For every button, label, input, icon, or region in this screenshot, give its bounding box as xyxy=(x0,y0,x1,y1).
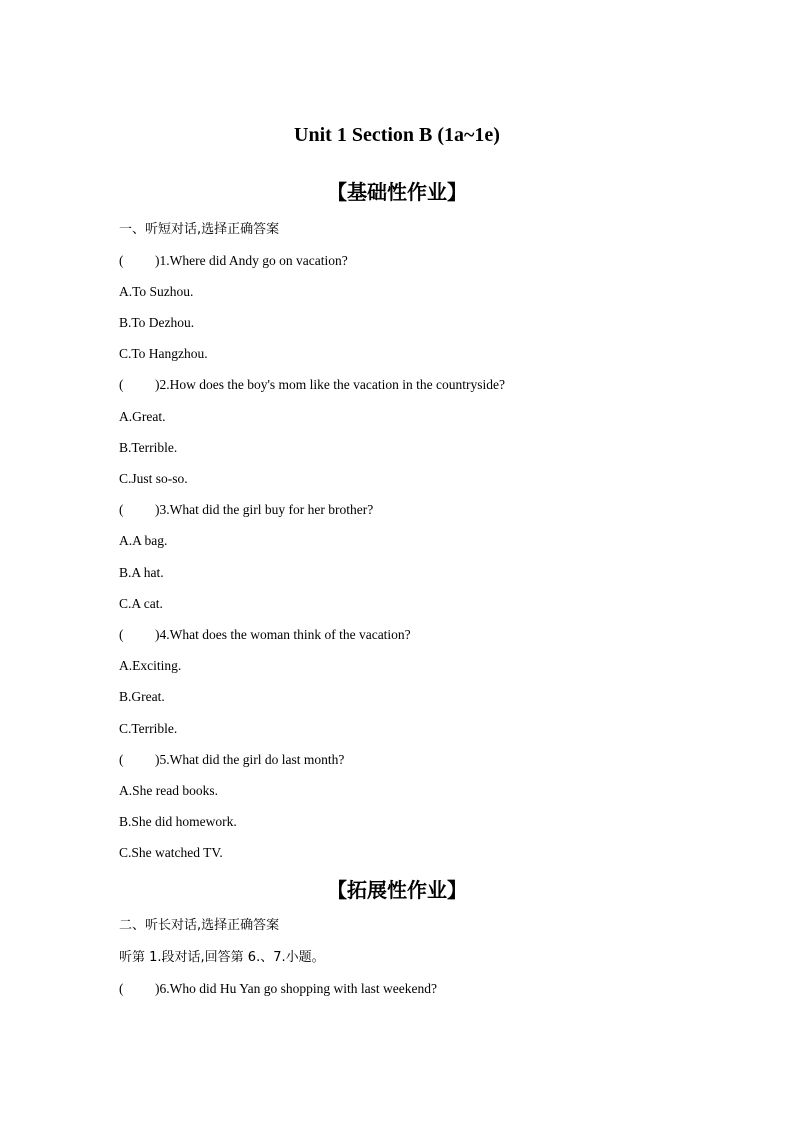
question-4-option-a: A.Exciting. xyxy=(119,658,182,673)
question-4-stem: ( )4.What does the woman think of the vacation? xyxy=(119,627,411,642)
answer-blank: ( xyxy=(119,627,124,642)
question-5-option-a: A.She read books. xyxy=(119,783,218,798)
question-1-option-a: A.To Suzhou. xyxy=(119,284,194,299)
answer-blank: ( xyxy=(119,981,124,996)
part-title-short-dialogues: 一、听短对话,选择正确答案 xyxy=(119,222,280,237)
answer-blank: ( xyxy=(119,377,124,392)
answer-blank: ( xyxy=(119,752,124,767)
part-title-long-dialogues: 二、听长对话,选择正确答案 xyxy=(119,918,280,933)
answer-blank: ( xyxy=(119,502,124,517)
question-5-option-c: C.She watched TV. xyxy=(119,845,223,860)
question-2-option-b: B.Terrible. xyxy=(119,440,178,455)
question-2-stem: ( )2.How does the boy's mom like the vacation in the countryside? xyxy=(119,377,505,392)
question-1-option-b: B.To Dezhou. xyxy=(119,315,195,330)
question-5-option-b: B.She did homework. xyxy=(119,814,237,829)
question-2-option-c: C.Just so-so. xyxy=(119,471,188,486)
question-5-stem: ( )5.What did the girl do last month? xyxy=(119,752,345,767)
question-4-option-c: C.Terrible. xyxy=(119,721,178,736)
question-3-option-c: C.A cat. xyxy=(119,596,163,611)
question-3-option-b: B.A hat. xyxy=(119,565,164,580)
dialogue-instruction: 听第 1.段对话,回答第 6.、7.小题。 xyxy=(119,950,325,965)
question-4-option-b: B.Great. xyxy=(119,689,165,704)
answer-blank: ( xyxy=(119,253,124,268)
question-3-option-a: A.A bag. xyxy=(119,533,168,548)
question-1-option-c: C.To Hangzhou. xyxy=(119,346,208,361)
question-6-stem: ( )6.Who did Hu Yan go shopping with last weekend? xyxy=(119,981,437,996)
section-heading-extended: 【拓展性作业】 xyxy=(327,878,467,902)
question-2-option-a: A.Great. xyxy=(119,409,166,424)
question-3-stem: ( )3.What did the girl buy for her brother? xyxy=(119,502,374,517)
question-1-stem: ( )1.Where did Andy go on vacation? xyxy=(119,253,348,268)
section-heading-basic: 【基础性作业】 xyxy=(327,180,467,204)
page-title: Unit 1 Section B (1a~1e) xyxy=(294,124,500,146)
